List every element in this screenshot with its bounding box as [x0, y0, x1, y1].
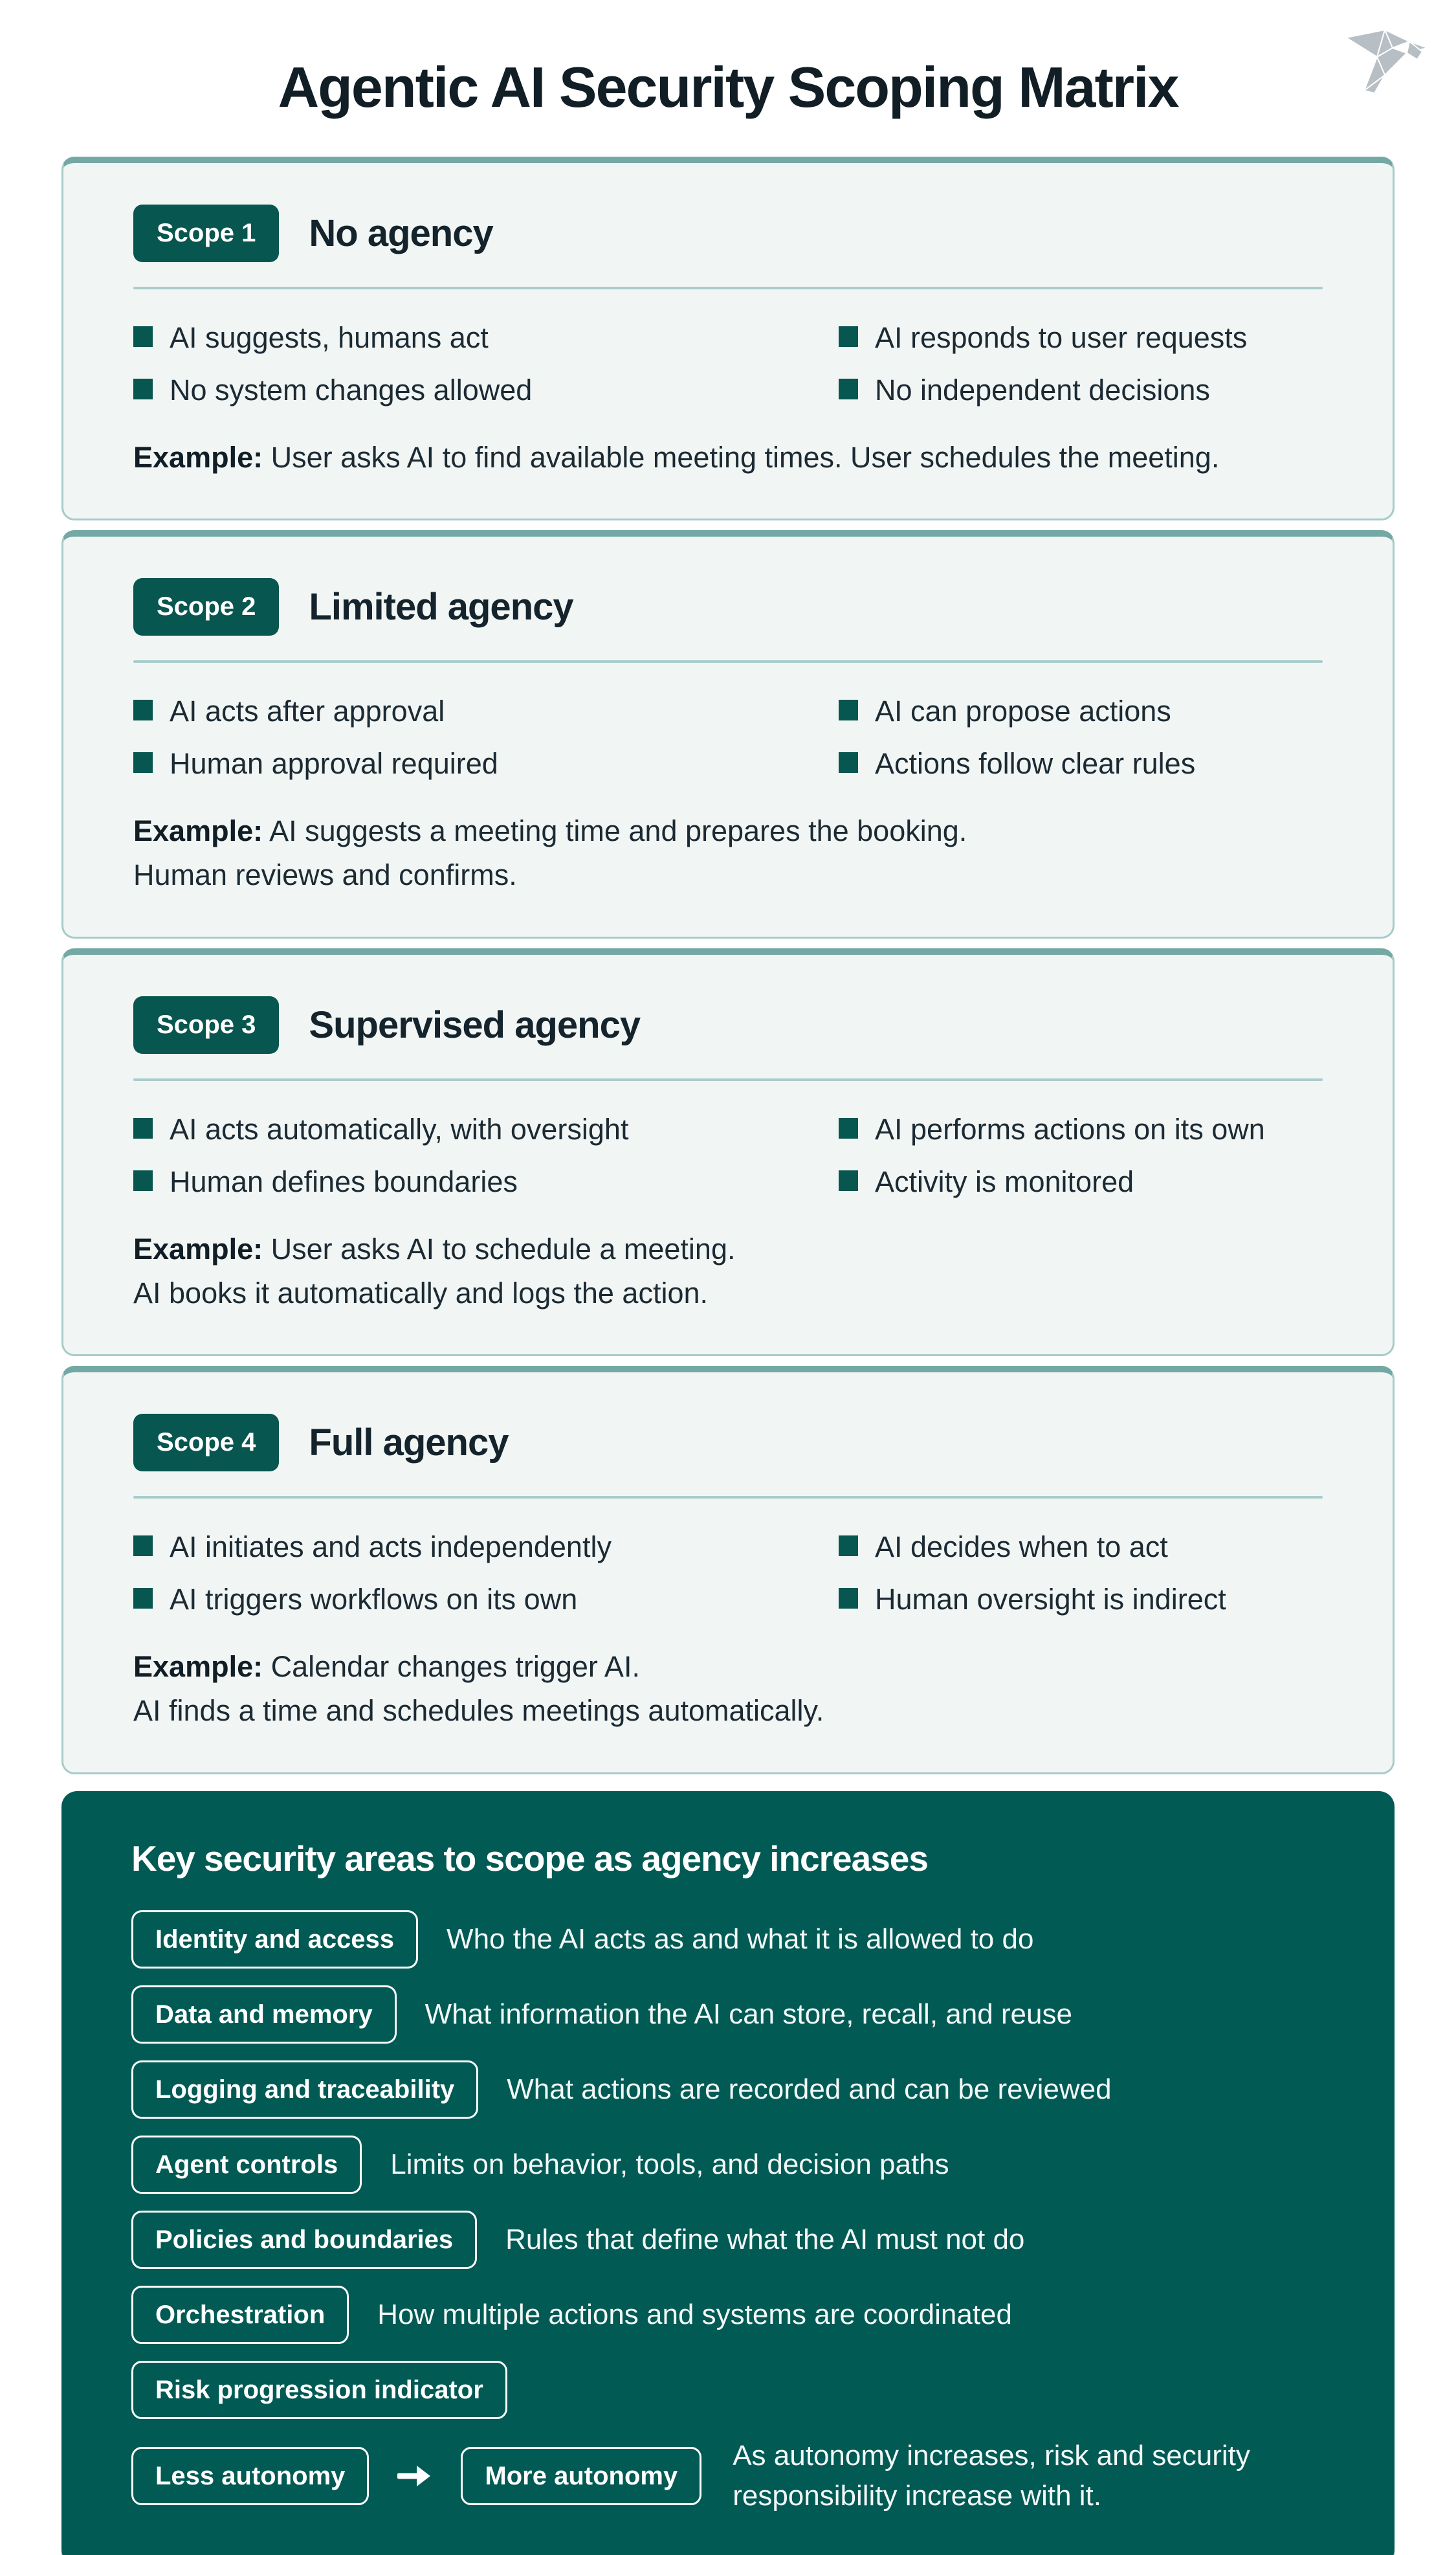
bullet-label: AI performs actions on its own [875, 1112, 1265, 1146]
square-bullet-icon [133, 752, 153, 773]
square-bullet-icon [133, 1535, 153, 1556]
bullet-label: AI acts automatically, with oversight [170, 1112, 629, 1146]
bullet-item [839, 694, 1323, 730]
bullet-list [133, 320, 1323, 408]
card-divider [133, 660, 1323, 663]
page-title: Agentic AI Security Scoping Matrix [278, 55, 1178, 119]
more-autonomy-pill: More autonomy [461, 2447, 701, 2505]
bullet-item [839, 1582, 1323, 1618]
security-area-description: How multiple actions and systems are coordinated [377, 2298, 1012, 2330]
bullet-label: No independent decisions [875, 373, 1210, 407]
square-bullet-icon [133, 1118, 153, 1139]
square-bullet-icon [839, 1535, 858, 1556]
example-line: User asks AI to find available meeting times. User schedules the meeting. [270, 440, 1220, 474]
example-text [133, 436, 1323, 480]
scope-card-2 [61, 530, 1395, 939]
bullet-item [839, 1112, 1323, 1148]
bullet-item [839, 746, 1323, 782]
security-area-description: What information the AI can store, recall, and reuse [425, 1998, 1072, 2030]
example-label: Example: [133, 440, 263, 474]
square-bullet-icon [839, 752, 858, 773]
square-bullet-icon [839, 326, 858, 347]
bullet-item [133, 746, 839, 782]
right-arrow-icon [397, 2462, 432, 2490]
security-area-pill-data: Data and memory [131, 1985, 397, 2044]
square-bullet-icon [133, 1588, 153, 1609]
security-area-row [131, 2136, 1325, 2194]
security-area-row [131, 1985, 1325, 2044]
security-area-row [131, 2060, 1325, 2119]
example-line: AI books it automatically and logs the action. [133, 1276, 709, 1310]
security-area-description: What actions are recorded and can be reviewed [507, 2073, 1112, 2105]
scope-card-1 [61, 157, 1395, 520]
example-line: User asks AI to schedule a meeting. [270, 1232, 736, 1266]
bullet-list [133, 1530, 1323, 1618]
square-bullet-icon [839, 379, 858, 399]
card-head [133, 1414, 1323, 1471]
example-line: Human reviews and confirms. [133, 858, 517, 892]
bullet-label: No system changes allowed [170, 373, 533, 407]
square-bullet-icon [133, 1170, 153, 1191]
less-autonomy-pill: Less autonomy [131, 2447, 369, 2505]
card-divider [133, 287, 1323, 289]
card-head [133, 205, 1323, 262]
bullet-label: Human oversight is indirect [875, 1583, 1226, 1616]
square-bullet-icon [839, 1170, 858, 1191]
bullet-item [133, 373, 839, 408]
security-area-description: Rules that define what the AI must not do [505, 2223, 1025, 2255]
square-bullet-icon [133, 326, 153, 347]
example-line: AI suggests a meeting time and prepares the booking. [269, 814, 967, 847]
bullet-list [133, 694, 1323, 782]
panel-heading: Key security areas to scope as agency increases [131, 1838, 928, 1879]
card-title: Limited agency [309, 586, 573, 629]
security-area-row [131, 2361, 1325, 2419]
example-line: AI finds a time and schedules meetings automatically. [133, 1694, 824, 1728]
example-text [133, 1645, 1323, 1734]
example-line: Calendar changes trigger AI. [270, 1650, 640, 1684]
risk-progression-indicator-pill: Risk progression indicator [131, 2361, 507, 2419]
example-text [133, 1227, 1323, 1316]
bullet-list [133, 1112, 1323, 1200]
security-area-pill-policies: Policies and boundaries [131, 2211, 477, 2269]
autonomy-note-line: As autonomy increases, risk and security [733, 2439, 1250, 2471]
card-head [133, 996, 1323, 1054]
bullet-item [839, 320, 1323, 356]
bullet-item [133, 694, 839, 730]
scope-card-3 [61, 948, 1395, 1357]
security-area-pill-agent-controls: Agent controls [131, 2136, 362, 2194]
scope-badge: Scope 3 [133, 996, 279, 1054]
autonomy-note [733, 2436, 1250, 2517]
autonomy-row [131, 2436, 1325, 2517]
bullet-item [133, 1165, 839, 1200]
bullet-label: AI responds to user requests [875, 321, 1248, 354]
bullet-item [133, 1530, 839, 1565]
origami-bird-icon [1345, 26, 1429, 95]
bullet-item [133, 320, 839, 356]
security-area-pill-orchestration: Orchestration [131, 2286, 349, 2344]
bullet-label: AI can propose actions [875, 695, 1171, 728]
card-divider [133, 1078, 1323, 1081]
example-text [133, 809, 1323, 898]
scope-card-4 [61, 1366, 1395, 1774]
bullet-item [839, 373, 1323, 408]
square-bullet-icon [839, 700, 858, 720]
security-area-description: Who the AI acts as and what it is allowed to do [447, 1923, 1034, 1955]
square-bullet-icon [839, 1118, 858, 1139]
bullet-label: AI acts after approval [170, 695, 445, 728]
card-divider [133, 1496, 1323, 1499]
square-bullet-icon [133, 700, 153, 720]
example-label: Example: [133, 814, 263, 847]
security-area-pill-identity: Identity and access [131, 1910, 418, 1969]
scope-cards [61, 157, 1395, 1774]
security-area-row [131, 2286, 1325, 2344]
autonomy-note-line: responsibility increase with it. [733, 2480, 1101, 2512]
security-area-row [131, 2211, 1325, 2269]
card-title: Supervised agency [309, 1003, 641, 1046]
header [0, 0, 1456, 120]
security-panel [61, 1791, 1395, 2555]
scope-badge: Scope 4 [133, 1414, 279, 1471]
scope-badge: Scope 2 [133, 578, 279, 636]
security-area-row [131, 1910, 1325, 1969]
bullet-label: AI decides when to act [875, 1530, 1168, 1564]
card-title: No agency [309, 212, 493, 254]
example-label: Example: [133, 1650, 263, 1684]
bullet-label: Human approval required [170, 747, 498, 781]
scope-badge: Scope 1 [133, 205, 279, 262]
square-bullet-icon [839, 1588, 858, 1609]
bullet-label: Human defines boundaries [170, 1165, 518, 1198]
security-area-description: Limits on behavior, tools, and decision paths [390, 2148, 949, 2180]
bullet-label: AI triggers workflows on its own [170, 1583, 578, 1616]
square-bullet-icon [133, 379, 153, 399]
bullet-label: Activity is monitored [875, 1165, 1134, 1198]
bullet-label: Actions follow clear rules [875, 747, 1196, 781]
security-area-pill-logging: Logging and traceability [131, 2060, 478, 2119]
card-title: Full agency [309, 1422, 509, 1464]
card-head [133, 578, 1323, 636]
bullet-label: AI initiates and acts independently [170, 1530, 612, 1564]
bullet-item [839, 1165, 1323, 1200]
bullet-item [839, 1530, 1323, 1565]
bullet-item [133, 1582, 839, 1618]
example-label: Example: [133, 1232, 263, 1266]
bullet-item [133, 1112, 839, 1148]
bullet-label: AI suggests, humans act [170, 321, 489, 354]
